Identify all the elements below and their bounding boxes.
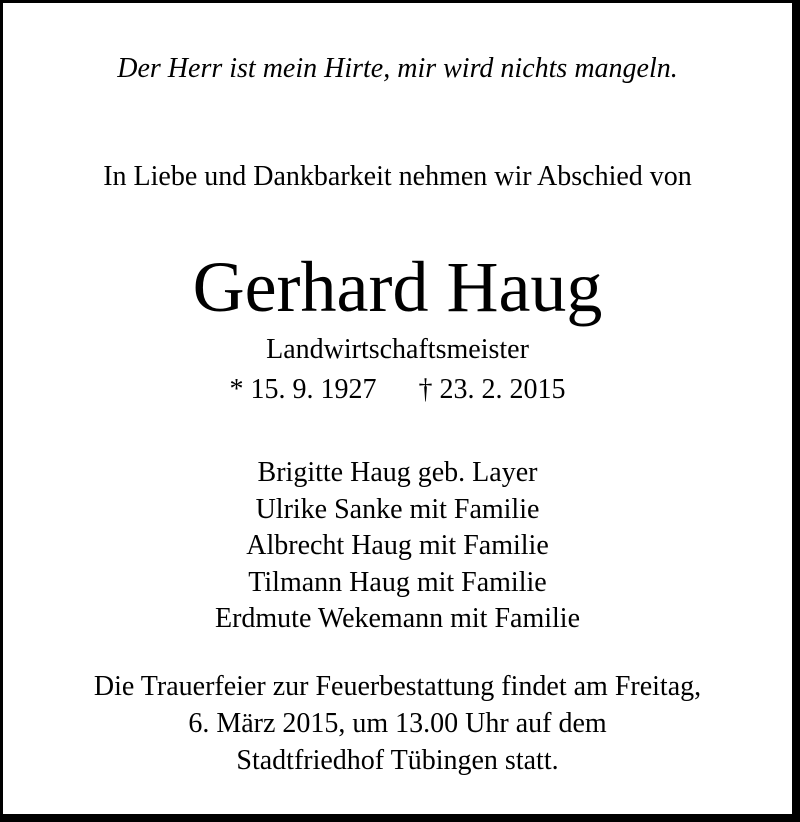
deceased-occupation: Landwirtschaftsmeister (266, 334, 529, 365)
life-dates (3, 376, 792, 404)
mourner-item: Ulrike Sanke mit Familie (255, 493, 540, 525)
mourner-item: Albrecht Haug mit Familie (246, 530, 549, 561)
mourner-item: Tilmann Haug mit Familie (248, 566, 547, 598)
mourners-list (3, 459, 792, 642)
death-date: † 23. 2. 2015 (418, 374, 566, 405)
mourner-item: Erdmute Wekemann mit Familie (214, 603, 581, 634)
deceased-name: Gerhard Haug (192, 247, 603, 327)
bible-verse: Der Herr ist mein Hirte, mir wird nichts mangeln. (117, 53, 678, 84)
funeral-service-info (3, 673, 792, 784)
birth-date: * 15. 9. 1927 (229, 374, 377, 405)
mourner-item: Brigitte Haug geb. Layer (257, 457, 538, 488)
service-line: 6. März 2015, um 13.00 Uhr auf dem (188, 708, 607, 739)
intro-text: In Liebe und Dankbarkeit nehmen wir Abschied von (103, 161, 692, 192)
service-line: Die Trauerfeier zur Feuerbestattung findet am Freitag, (93, 671, 702, 702)
service-line: Stadtfriedhof Tübingen statt. (236, 745, 559, 776)
